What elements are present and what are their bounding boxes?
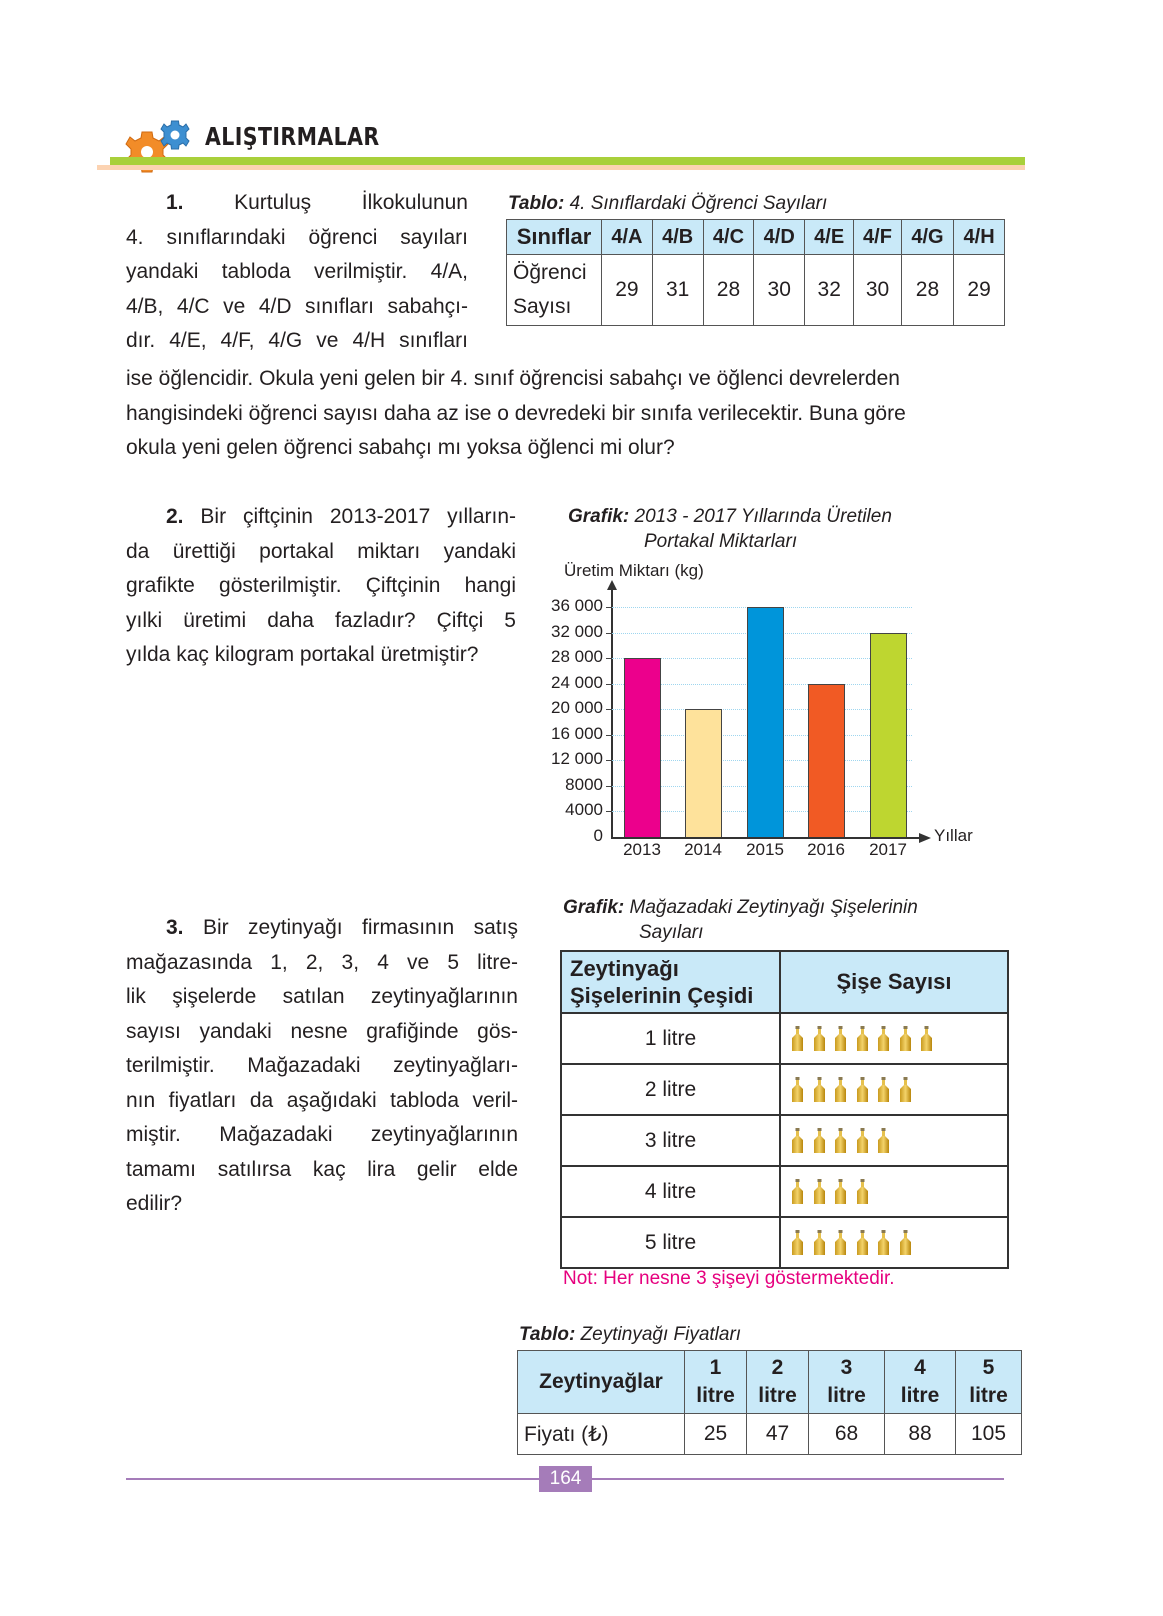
question-2-text: 2. Bir çiftçinin 2013-2017 yılların- da ürettiği portakal miktarı yandaki grafikte gösterilmiştir. Çiftçinin hangi yılki üretimi daha fazladır? Çiftçi 5 yılda kaç kilogram portakal üretmiştir?	[126, 505, 516, 666]
olive-oil-bottle-icon	[856, 1128, 869, 1154]
olive-oil-bottle-icon	[877, 1230, 890, 1256]
class-student-table	[506, 219, 1005, 326]
x-axis-label: Yıllar	[934, 826, 973, 845]
y-tick-label: 28 000	[551, 647, 603, 667]
pictograph-caption: Grafik: Mağazadaki Zeytinyağı Şişelerinin Sayıları	[563, 897, 918, 943]
olive-oil-bottle-icon	[856, 1026, 869, 1052]
table-1-caption: Tablo: 4. Sınıflardaki Öğrenci Sayıları	[508, 193, 828, 214]
olive-oil-bottle-icon	[834, 1179, 847, 1205]
bottle-kind: 5 litre	[561, 1217, 780, 1268]
pictograph-note: Not: Her nesne 3 şişeyi göstermektedir.	[563, 1268, 895, 1289]
chart-caption: Grafik: 2013 - 2017 Yıllarında Üretilen Portakal Miktarları	[568, 506, 892, 552]
olive-oil-bottle-icon	[813, 1026, 826, 1052]
bottle-kind: 1 litre	[561, 1013, 780, 1064]
footer-line-right	[592, 1478, 1004, 1480]
olive-oil-bottle-icon	[791, 1128, 804, 1154]
footer-line-left	[126, 1478, 539, 1480]
y-tick-label: 8000	[565, 774, 603, 794]
page-number: 164	[539, 1466, 592, 1492]
x-tick-label: 2015	[746, 840, 784, 859]
bottle-icons	[780, 1115, 1008, 1166]
bar-2017	[870, 633, 907, 837]
price-table	[517, 1350, 1022, 1455]
olive-oil-bottle-icon	[791, 1026, 804, 1052]
x-tick-label: 2013	[623, 840, 661, 859]
table-header-row: Zeytinyağlar 1 litre 2 litre 3 litre 4 litre 5 litre	[518, 1351, 1022, 1414]
y-tick-label: 4000	[565, 800, 603, 820]
olive-oil-bottle-icon	[856, 1077, 869, 1103]
olive-oil-bottle-icon	[856, 1230, 869, 1256]
y-axis	[611, 588, 613, 838]
question-3-text: 3. Bir zeytinyağı firmasının satış mağazasında 1, 2, 3, 4 ve 5 litre- lik şişelerde satılan zeytinyağlarının sayısı yandaki nesne grafiğinde gös- terilmiştir. Mağazadaki zeytinyağları- nın fiyatları da aşağıdaki tabloda veril- miştir. Mağazadaki zeytinyağlarının tamamı satılırsa kaç lira gelir elde edilir?	[126, 916, 518, 1215]
table-header-row: Sınıflar 4/A 4/B 4/C 4/D 4/E 4/F 4/G 4/H	[507, 220, 1005, 255]
section-title: ALIŞTIRMALAR	[205, 122, 380, 151]
y-tick-label: 20 000	[551, 698, 603, 718]
bottle-icons	[780, 1217, 1008, 1268]
y-tick-label: 24 000	[551, 672, 603, 692]
question-1-number: 1.	[166, 191, 184, 214]
table-row	[561, 1166, 1008, 1217]
table-row	[561, 1217, 1008, 1268]
olive-oil-bottle-icon	[791, 1179, 804, 1205]
price-table-caption: Tablo: Zeytinyağı Fiyatları	[519, 1324, 742, 1345]
table-row	[561, 1013, 1008, 1064]
table-row: Fiyatı (₺) 25 47 68 88 105	[518, 1414, 1022, 1455]
olive-oil-bottle-icon	[834, 1230, 847, 1256]
pictograph-table	[560, 950, 1009, 1269]
olive-oil-bottle-icon	[899, 1026, 912, 1052]
bottle-icons	[780, 1064, 1008, 1115]
olive-oil-bottle-icon	[813, 1230, 826, 1256]
question-2-number: 2.	[166, 505, 184, 528]
x-tick-label: 2016	[807, 840, 845, 859]
bottle-kind: 2 litre	[561, 1064, 780, 1115]
table-row: Öğrenci Sayısı 29 31 28 30 32 30 28 29	[507, 255, 1005, 326]
olive-oil-bottle-icon	[834, 1128, 847, 1154]
bottle-icons	[780, 1013, 1008, 1064]
olive-oil-bottle-icon	[813, 1179, 826, 1205]
bar-2013	[624, 658, 661, 837]
olive-oil-bottle-icon	[834, 1026, 847, 1052]
bar-2015	[747, 607, 784, 837]
question-1-text-continued: ise öğlencidir. Okula yeni gelen bir 4. sınıf öğrencisi sabahçı ve öğlenci devrelerden hangisindeki öğrenci sayısı daha az ise o devredeki bir sınıfa verilecektir. Buna göre okula yeni gelen öğrenci sabahçı mı yoksa öğlenci mi olur?	[126, 367, 906, 459]
olive-oil-bottle-icon	[877, 1077, 890, 1103]
table-row	[561, 1064, 1008, 1115]
olive-oil-bottle-icon	[920, 1026, 933, 1052]
olive-oil-bottle-icon	[877, 1026, 890, 1052]
y-axis-arrow-icon	[607, 580, 617, 590]
header-peach-bar	[97, 165, 1025, 170]
x-axis	[611, 837, 921, 839]
y-tick-label: 36 000	[551, 596, 603, 615]
y-tick-label: 16 000	[551, 723, 603, 743]
bottle-kind: 3 litre	[561, 1115, 780, 1166]
bar-chart	[530, 580, 1000, 870]
header-green-bar	[110, 157, 1025, 165]
olive-oil-bottle-icon	[877, 1128, 890, 1154]
olive-oil-bottle-icon	[813, 1077, 826, 1103]
olive-oil-bottle-icon	[856, 1179, 869, 1205]
bar-2014	[685, 709, 722, 837]
bottle-icons	[780, 1166, 1008, 1217]
x-axis-arrow-icon	[919, 833, 931, 843]
olive-oil-bottle-icon	[834, 1077, 847, 1103]
table-header-row: Zeytinyağı Şişelerinin Çeşidi Şişe Sayısı	[561, 951, 1008, 1013]
x-tick-label: 2014	[684, 840, 722, 859]
table-row	[561, 1115, 1008, 1166]
y-tick-label: 12 000	[551, 749, 603, 769]
y-tick-label: 0	[593, 826, 603, 845]
bottle-kind: 4 litre	[561, 1166, 780, 1217]
olive-oil-bottle-icon	[791, 1077, 804, 1103]
bar-2016	[808, 684, 845, 837]
olive-oil-bottle-icon	[791, 1230, 804, 1256]
question-1-text: 1. Kurtuluş İlkokulunun 4. sınıflarındaki öğrenci sayıları yandaki tabloda verilmiştir. 4/A, 4/B, 4/C ve 4/D sınıfları sabahçı- dır. 4/E, 4/F, 4/G ve 4/H sınıfları	[126, 191, 468, 352]
question-3-number: 3.	[166, 916, 184, 939]
y-tick-label: 32 000	[551, 621, 603, 641]
y-axis-label: Üretim Miktarı (kg)	[564, 561, 704, 580]
olive-oil-bottle-icon	[899, 1077, 912, 1103]
olive-oil-bottle-icon	[899, 1230, 912, 1256]
olive-oil-bottle-icon	[813, 1128, 826, 1154]
x-tick-label: 2017	[869, 840, 907, 859]
